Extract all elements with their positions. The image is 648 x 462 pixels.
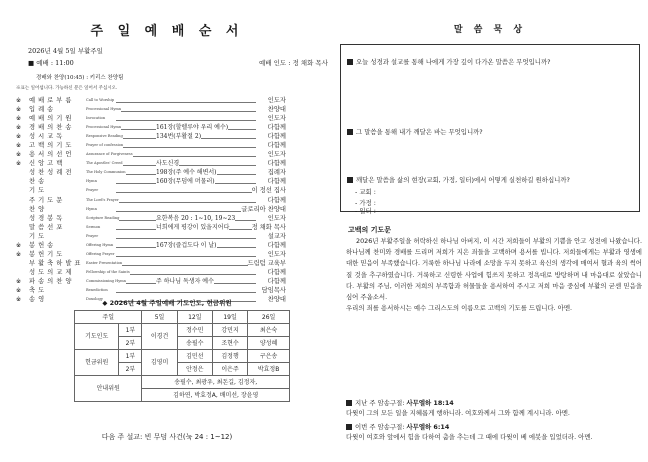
order-name: 성 도 의 교 제 [29,268,72,276]
square-bullet-icon [347,59,353,65]
order-name: 찬 송 [29,178,45,186]
order-name: 봉 헌 기 도 [29,250,63,258]
question-3 [347,175,570,184]
order-name: 송 영 [29,296,45,304]
order-english: Doxology [86,295,103,304]
order-role: 인도자 [267,151,286,159]
memory-verse-last [346,398,642,418]
roster-header-cell: 5일 [142,311,177,324]
order-row [16,277,286,286]
order-role: 인도자 [267,97,286,104]
order-name: 축 도 [29,286,45,294]
question-2 [347,127,483,136]
order-leader-line [116,265,256,266]
order-role: 글로리아 찬양대 [241,205,286,213]
order-english: Processional Hymn [86,105,121,114]
next-sermon: 다음 주 설교: 빈 무덤 사건(눅 24 : 1~12) [101,433,233,441]
question-1 [347,57,551,66]
question-text: 깨달은 말씀을 삶의 현장(교회, 가정, 일터)에서 어떻게 실천하길 원하십니까? [356,176,570,184]
standing-note: ※표는 일어섭니다. 가능하신 분은 일어서 주십시오. [16,86,118,91]
order-row [16,259,286,268]
order-name: 파 송 의 찬 양 [29,277,72,285]
memory-verse-text: 다윗이 그의 모든 일을 지혜롭게 행하니라. 여호와께서 그와 함께 계시니라. 아멘. [346,409,570,417]
order-role: 인도자 [267,250,286,258]
roster-cell: 조현수 [212,337,247,350]
question-text: 그 말씀을 통해 내가 깨달은 바는 무엇입니까? [356,128,483,136]
order-english: Hymn [86,205,97,214]
order-role: 다함께 [267,160,286,168]
roster-cell: 김하연, 박효정A, 배미선, 장윤영 [142,389,290,402]
order-role: 다함께 [267,196,286,204]
answer-church: - 교회 : [355,188,376,196]
order-name: 예 배 로 부 름 [29,97,72,104]
order-role: 찬양대 [267,106,286,114]
roster-cell: 1부 [119,350,142,363]
order-leader-line [116,211,256,212]
order-name: 말 씀 선 포 [29,223,63,231]
answer-work: - 일터 : [355,207,376,215]
order-row [16,96,286,105]
order-english: The Holy Communion [86,168,126,177]
order-name: 용 서 의 선 언 [29,151,72,159]
order-english: Benediction [86,286,108,295]
order-role: 집례자 [267,169,286,177]
order-name: 신 앙 고 백 [29,160,63,168]
memory-verse-label: 지난 주 암송구절: [355,399,405,407]
roster-cell: 1부 [119,324,142,337]
roster-cell: 2부 [119,363,142,376]
order-english: Prayer [86,232,98,241]
confession-title: 고백의 기도문 [348,226,392,234]
roster-cell: 안정은 [177,363,212,376]
roster-cell: 구은송 [248,350,290,363]
order-row [16,168,286,177]
page-title: 주 일 예 배 순 서 [90,24,244,39]
order-row [16,196,286,205]
square-bullet-icon [346,424,352,430]
service-date: 2026년 4월 5일 부활주일 [28,47,103,55]
order-leader-line [116,102,256,103]
confession-body: 2026년 부활주일을 허락하신 하나님 아버지, 이 시간 저희들이 부활의 기쁨을 안고 성전에 나왔습니다. 하나님께 찬미와 경배를 드리며 저희가 지은 죄들을 고백하며 용서를 빕니다. 저희들에게는 부활과 영생에 대한 믿음이 부족했습니다. 거룩한 하나님 나라에 소망을 두지 못하고 육신의 생각에 매여서 혈과 육의 썩어질 것을 추구하였습니다. 거룩하고 신령한 사업에 힘쓰지 못하고 정욕대로 방탕하며 내 마음대로 살았습니다. 부활의 주님, 이러한 저희의 부족함과 허물들을 용서하여 주시고 저희 마음 중심에 부활의 굳센 믿음을 심어 주옵소서. [346,237,642,302]
confession-text [346,236,642,314]
order-mark: ※ [16,296,22,304]
order-mark: ※ [16,106,22,114]
order-mark: ※ [16,250,22,258]
order-row [16,123,286,132]
order-row [16,241,286,250]
memory-verse-label: 이번 주 암송구절: [355,423,405,431]
square-bullet-icon [347,129,353,135]
roster-header-row [75,311,290,324]
roster-cell: 정수민 [177,324,212,337]
order-mark: ※ [16,133,22,141]
worship-time: ■ 예배 : 11:00 [28,59,74,67]
order-leader-line [116,238,256,239]
order-name: 봉 헌 송 [29,241,54,249]
roster-row [75,376,290,389]
square-bullet-icon [346,400,352,406]
order-mark: ※ [16,124,22,132]
meditation-title: 말 씀 묵 상 [453,25,527,35]
order-name: 입 례 송 [29,106,54,114]
order-name: 성 경 봉 독 [29,214,63,222]
order-english: Processional Hymn [86,123,121,132]
roster-title: ◆ 2026년 4월 주일예배 기도인도, 헌금위원 [102,299,232,307]
order-row [16,205,286,214]
order-leader-line [116,120,256,121]
order-name: 부 활 축 하 발 표 [29,259,82,267]
roster-cell: 송필수 [177,337,212,350]
order-mark: ※ [16,277,22,285]
order-name: 찬 양 [29,205,45,213]
order-role: 다함께 [267,241,286,249]
order-english: Scripture Reading [86,214,119,223]
order-content: 사도신경 [156,160,180,168]
order-content: 요한복음 20 : 1~10, 19~23 [156,214,236,222]
order-mark: ※ [16,142,22,150]
order-role: 정 채화 목사 [251,223,286,231]
order-name: 주 기 도 문 [29,196,63,204]
order-mark: ※ [16,160,22,168]
order-leader-line [116,292,256,293]
question-box [340,44,640,215]
order-name: 경 배 의 찬 송 [29,124,72,132]
order-role: 다함께 [267,268,286,276]
roster-row [75,350,290,363]
roster-cell: 송필수, 최광우, 최돈길, 김정자, [142,376,290,389]
order-name: 성 찬 성 례 전 [29,169,72,177]
praise-info: 경배와 찬양(10:45) : 키리스 찬양팀 [36,75,124,81]
order-role: 다함께 [267,124,286,132]
roster-cell: 강민지 [212,324,247,337]
order-row [16,114,286,123]
order-row [16,150,286,159]
order-leader-line [116,156,256,157]
order-row [16,286,286,295]
order-mark: ※ [16,151,22,159]
order-name: 기 도 [29,232,45,240]
order-leader-line [116,165,256,166]
roster-cell: 이경건 [142,324,177,350]
order-row [16,232,286,241]
square-bullet-icon [347,177,353,183]
memory-verse-ref: 사무엘하 18:14 [406,399,454,407]
roster-label: 헌금위원 [75,350,119,376]
order-content: 주 하나님 독생자 예수 [156,277,214,285]
order-leader-line [116,202,256,203]
order-content: 134번(부활절 2) [156,133,202,141]
answer-home: - 가정 : [355,199,376,207]
order-row [16,250,286,259]
order-english: The Apostles' Creed [86,159,123,168]
order-mark: ※ [16,115,22,123]
roster-cell: 이은주 [212,363,247,376]
roster-label: 안내위원 [75,376,142,402]
roster-header-cell: 12일 [177,311,212,324]
order-row [16,223,286,232]
order-role: 인도자 [267,214,286,222]
order-content: 198장(주 예수 해변서) [156,169,217,177]
roster-header-cell: 주일 [75,311,142,324]
roster-cell: 양성혜 [248,337,290,350]
roster-label: 기도인도 [75,324,119,350]
roster-cell: 최은숙 [248,324,290,337]
order-mark: ※ [16,286,22,294]
worship-order-column [6,0,328,462]
order-leader-line [116,111,256,112]
roster-cell: 김정행 [212,350,247,363]
order-role: 담임목사 [261,286,286,294]
order-name: 성 시 교 독 [29,133,63,141]
order-english: Prayer [86,186,98,195]
order-role: 다함께 [267,142,286,150]
order-english: Responsive Reading [86,132,123,141]
order-name: 예 배 의 기 원 [29,115,72,123]
order-content: 너희에게 평강이 있을지어다 [156,223,230,231]
order-english: Hymn [86,177,97,186]
order-content: 167장(즐겁도다 이 날) [156,241,217,249]
memory-verse-text: 다윗이 여호와 앞에서 힘을 다하여 춤을 추는데 그 때에 다윗이 베 에봇을 입었더라. 아멘. [346,433,593,441]
order-name: 고 백 의 기 도 [29,142,72,150]
meditation-column [334,0,646,462]
order-name: 기 도 [29,187,45,195]
order-leader-line [116,274,256,275]
order-leader-line [116,192,256,193]
order-row [16,268,286,277]
order-row [16,186,286,195]
order-english: Call to Worship [86,96,114,105]
order-english: Easter Presentation [86,259,122,268]
order-english: Offering Prayer [86,250,114,259]
order-row [16,159,286,168]
order-mark: ※ [16,241,22,249]
roster-cell: 박효정B [248,363,290,376]
order-row [16,214,286,223]
order-mark: ※ [16,97,22,104]
confession-end: 우리의 죄를 용서하시는 예수 그리스도의 이름으로 고백의 기도를 드립니다. 아멘. [346,304,573,313]
order-english: Prayer of confession [86,141,123,150]
order-role: 찬양대 [267,296,286,304]
order-english: Assurance of Forgiveness [86,150,133,159]
order-english: Commissioning Hymn [86,277,126,286]
order-role: 다함께 [267,277,286,285]
order-leader-line [116,256,256,257]
order-role: 설교자 [267,232,286,240]
order-english: Invocation [86,114,105,123]
roster-cell: 김영미 [142,350,177,376]
order-role: 인도자 [267,115,286,123]
memory-verse-this [346,422,642,442]
roster-cell: 2부 [119,337,142,350]
order-leader-line [116,147,256,148]
question-text: 오늘 성경과 설교를 통해 나에게 가장 깊이 다가온 말씀은 무엇입니까? [356,58,551,66]
order-row [16,132,286,141]
service-info [28,58,328,67]
order-row [16,141,286,150]
order-english: Fellowship of the Saints [86,268,130,277]
order-english: The Lord's Prayer [86,196,119,205]
roster-header-cell: 19일 [212,311,247,324]
order-row [16,177,286,186]
worship-leader: 예배 인도 : 정 채화 목사 [258,59,328,67]
roster-table [74,310,290,402]
roster-row [75,324,290,337]
roster-header-cell: 26일 [248,311,290,324]
order-english: Sermon [86,223,100,232]
memory-verse-ref: 사무엘하 6:14 [406,423,450,431]
order-role: 다함께 [267,178,286,186]
order-english: Offering Hymn [86,241,113,250]
order-role: 다함께 [267,133,286,141]
roster-cell: 김민선 [177,350,212,363]
order-role: 이 정선 집사 [251,187,286,195]
order-row [16,105,286,114]
order-content: 161장(할렐루야 우리 예수) [156,124,229,132]
order-list [16,96,286,304]
order-content: 160장(무덤에 머물러) [156,178,215,186]
order-role: 드림텀 교육부 [247,259,286,267]
